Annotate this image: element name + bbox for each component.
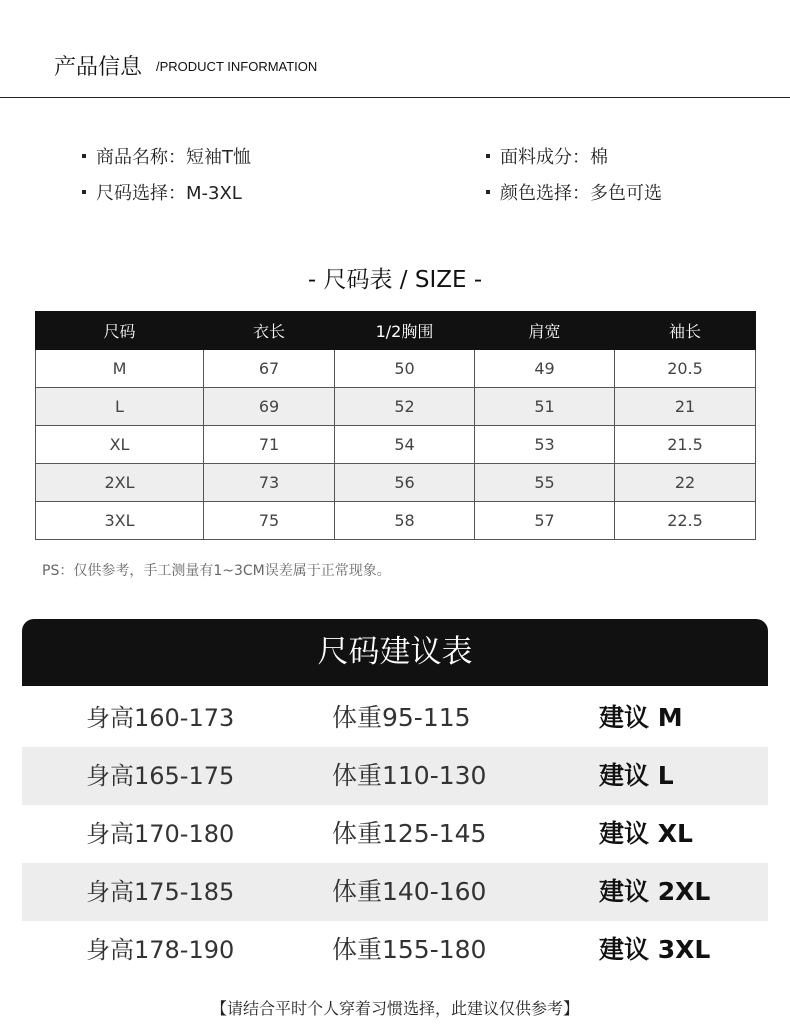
table-cell: 58 (335, 502, 475, 540)
recommend-title: 尺码建议表 (22, 619, 768, 686)
weight-range: 体重110-130 (332, 761, 487, 790)
size-table-header-row (36, 312, 756, 350)
table-cell: 54 (335, 426, 475, 464)
table-cell: 3XL (36, 502, 204, 540)
height-range: 身高170-180 (86, 820, 235, 848)
table-cell: 57 (475, 502, 615, 540)
bullet-icon (486, 190, 490, 194)
table-row (36, 502, 756, 540)
table-cell: L (36, 388, 204, 426)
bullet-icon (486, 154, 490, 158)
recommend-row (22, 863, 768, 921)
table-cell: 73 (204, 464, 335, 502)
weight-range: 体重140-160 (332, 877, 487, 906)
bullet-icon (82, 154, 86, 158)
height-range: 身高160-173 (86, 704, 235, 732)
info-product-name (82, 143, 251, 169)
table-row (36, 388, 756, 426)
suggested-size: 建议 3XL (599, 935, 711, 964)
measurement-note: PS：仅供参考，手工测量有1~3CM误差属于正常现象。 (42, 563, 391, 579)
table-cell: 21.5 (615, 426, 756, 464)
table-cell: 52 (335, 388, 475, 426)
recommend-row (22, 921, 768, 979)
table-cell: 2XL (36, 464, 204, 502)
suggested-size: 建议 2XL (599, 877, 711, 906)
suggested-size: 建议 L (599, 761, 674, 790)
info-text: 尺码选择：M-3XL (96, 183, 242, 204)
column-header: 1/2胸围 (335, 312, 475, 350)
recommend-row (22, 747, 768, 805)
table-cell: 55 (475, 464, 615, 502)
column-header: 袖长 (615, 312, 756, 350)
section-subtitle: /PRODUCT INFORMATION (156, 59, 318, 74)
table-cell: M (36, 350, 204, 388)
column-header: 肩宽 (475, 312, 615, 350)
height-range: 身高165-175 (86, 762, 235, 790)
column-header: 衣长 (204, 312, 335, 350)
bullet-icon (82, 190, 86, 194)
table-cell: 22.5 (615, 502, 756, 540)
table-cell: 22 (615, 464, 756, 502)
height-range: 身高175-185 (86, 878, 235, 906)
weight-range: 体重95-115 (332, 703, 471, 732)
table-cell: XL (36, 426, 204, 464)
info-color (486, 179, 662, 205)
footer-note: 【请结合平时个人穿着习惯选择，此建议仅供参考】 (210, 999, 579, 1018)
column-header: 尺码 (36, 312, 204, 350)
table-cell: 67 (204, 350, 335, 388)
table-cell: 56 (335, 464, 475, 502)
table-cell: 69 (204, 388, 335, 426)
product-info-header (0, 0, 790, 98)
table-cell: 49 (475, 350, 615, 388)
table-row (36, 464, 756, 502)
info-fabric (486, 143, 608, 169)
recommend-row (22, 805, 768, 863)
table-cell: 50 (335, 350, 475, 388)
table-cell: 75 (204, 502, 335, 540)
size-table-title: - 尺码表 / SIZE - (307, 267, 483, 293)
table-cell: 20.5 (615, 350, 756, 388)
table-cell: 71 (204, 426, 335, 464)
table-cell: 21 (615, 388, 756, 426)
recommend-row (22, 689, 768, 747)
info-text: 商品名称：短袖T恤 (96, 147, 251, 168)
suggested-size: 建议 XL (599, 819, 693, 848)
table-cell: 53 (475, 426, 615, 464)
section-title: 产品信息 (54, 55, 143, 80)
table-row (36, 426, 756, 464)
table-row (36, 350, 756, 388)
size-table (35, 311, 756, 540)
table-cell: 51 (475, 388, 615, 426)
info-text: 颜色选择：多色可选 (500, 183, 662, 204)
weight-range: 体重155-180 (332, 935, 487, 964)
suggested-size: 建议 M (599, 703, 683, 732)
weight-range: 体重125-145 (332, 819, 487, 848)
info-size-options (82, 179, 242, 205)
height-range: 身高178-190 (86, 936, 235, 964)
info-text: 面料成分：棉 (500, 147, 608, 168)
